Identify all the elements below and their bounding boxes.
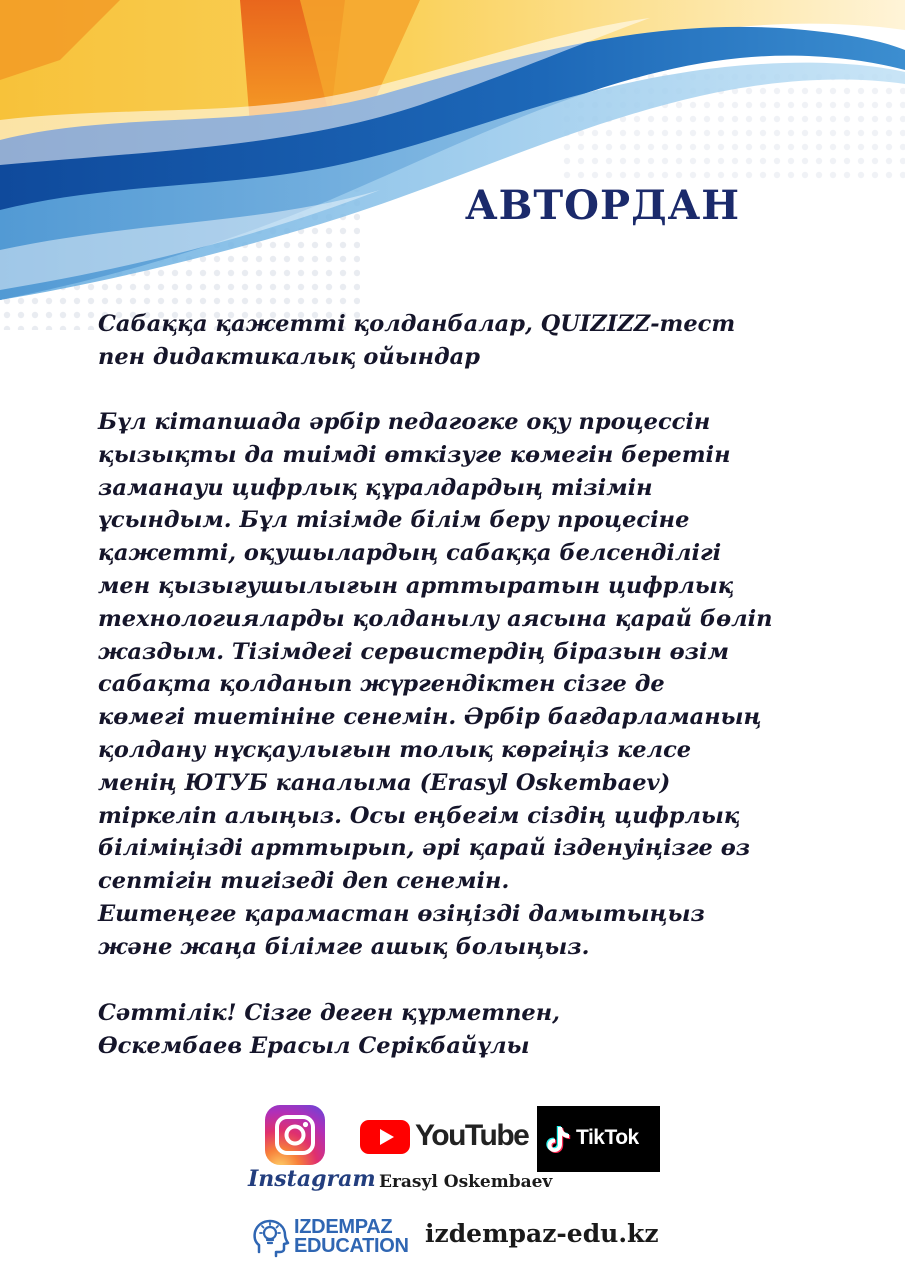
paragraph-line: менің ЮТУБ каналыма (Erasyl Oskembaev)	[98, 769, 671, 796]
instagram-label[interactable]: Instagram	[248, 1166, 376, 1192]
tiktok-icon	[545, 1124, 573, 1154]
paragraph-line: септігін тигізеді деп сенемін.	[98, 868, 510, 895]
brand-line-2: EDUCATION	[294, 1235, 409, 1257]
paragraph-line: Бұл кітапшада әрбір педагогке оқу процессін	[98, 409, 711, 435]
paragraph-line: Ештеңеге қарамастан өзіңізді дамытыңыз	[98, 900, 705, 927]
signature-line: Өскембаев Ерасыл Серікбайұлы	[98, 1032, 530, 1059]
website-link[interactable]: izdempaz-edu.kz	[425, 1219, 659, 1248]
subtitle-line: Сабаққа қажетті қолданбалар, QUIZIZZ-тест	[98, 311, 736, 337]
paragraph-line: көмегі тиетініне сенемін. Әрбір бағдарламаның	[98, 704, 762, 731]
paragraph-line: қажетті, оқушылардың сабаққа белсенділігі	[98, 540, 722, 567]
izdempaz-brand[interactable]	[294, 1218, 409, 1256]
tiktok-wordmark: TikTok	[576, 1126, 639, 1149]
tiktok-logo[interactable]	[537, 1106, 660, 1172]
youtube-icon	[360, 1120, 410, 1154]
youtube-wordmark: YouTube	[415, 1119, 529, 1152]
paragraph-line: біліміңізді арттырып, әрі қарай ізденуіңізге өз	[98, 835, 751, 862]
decorative-wave-banner	[0, 0, 905, 330]
channel-name: Erasyl Oskembaev	[379, 1172, 553, 1192]
brand-line-1: IZDEMPAZ	[294, 1216, 393, 1238]
lightbulb-head-icon	[251, 1218, 291, 1258]
signature-line: Сәттілік! Сізге деген құрметпен,	[98, 1000, 560, 1026]
paragraph-line: және жаңа білімге ашық болыңыз.	[98, 933, 590, 960]
paragraph-line: тіркеліп алыңыз. Осы еңбегім сіздің цифрлық	[98, 802, 740, 829]
page-title: АВТОРДАН	[465, 182, 741, 229]
youtube-logo[interactable]	[360, 1118, 529, 1156]
subtitle	[98, 308, 735, 374]
paragraph-line: технологияларды қолданылу аясына қарай бөліп	[98, 605, 773, 632]
paragraph-line: қолдану нұсқаулығын толық көргіңіз келсе	[98, 736, 692, 763]
paragraph-line: заманауи цифрлық құралдардың тізімін	[98, 474, 653, 501]
main-paragraph	[98, 406, 773, 964]
paragraph-line: сабақта қолданып жүргендіктен сізге де	[98, 671, 665, 698]
paragraph-line: ұсындым. Бұл тізімде білім беру процесіне	[98, 507, 690, 534]
paragraph-line: қызықты да тиімді өткізуге көмегін беретін	[98, 441, 731, 468]
subtitle-line: пен дидактикалық ойындар	[98, 343, 480, 370]
paragraph-line: жаздым. Тізімдегі сервистердің біразын өзім	[98, 638, 729, 665]
paragraph-line: мен қызығушылығын арттыратын цифрлық	[98, 572, 734, 599]
instagram-icon[interactable]	[264, 1104, 326, 1166]
signature	[98, 997, 560, 1063]
